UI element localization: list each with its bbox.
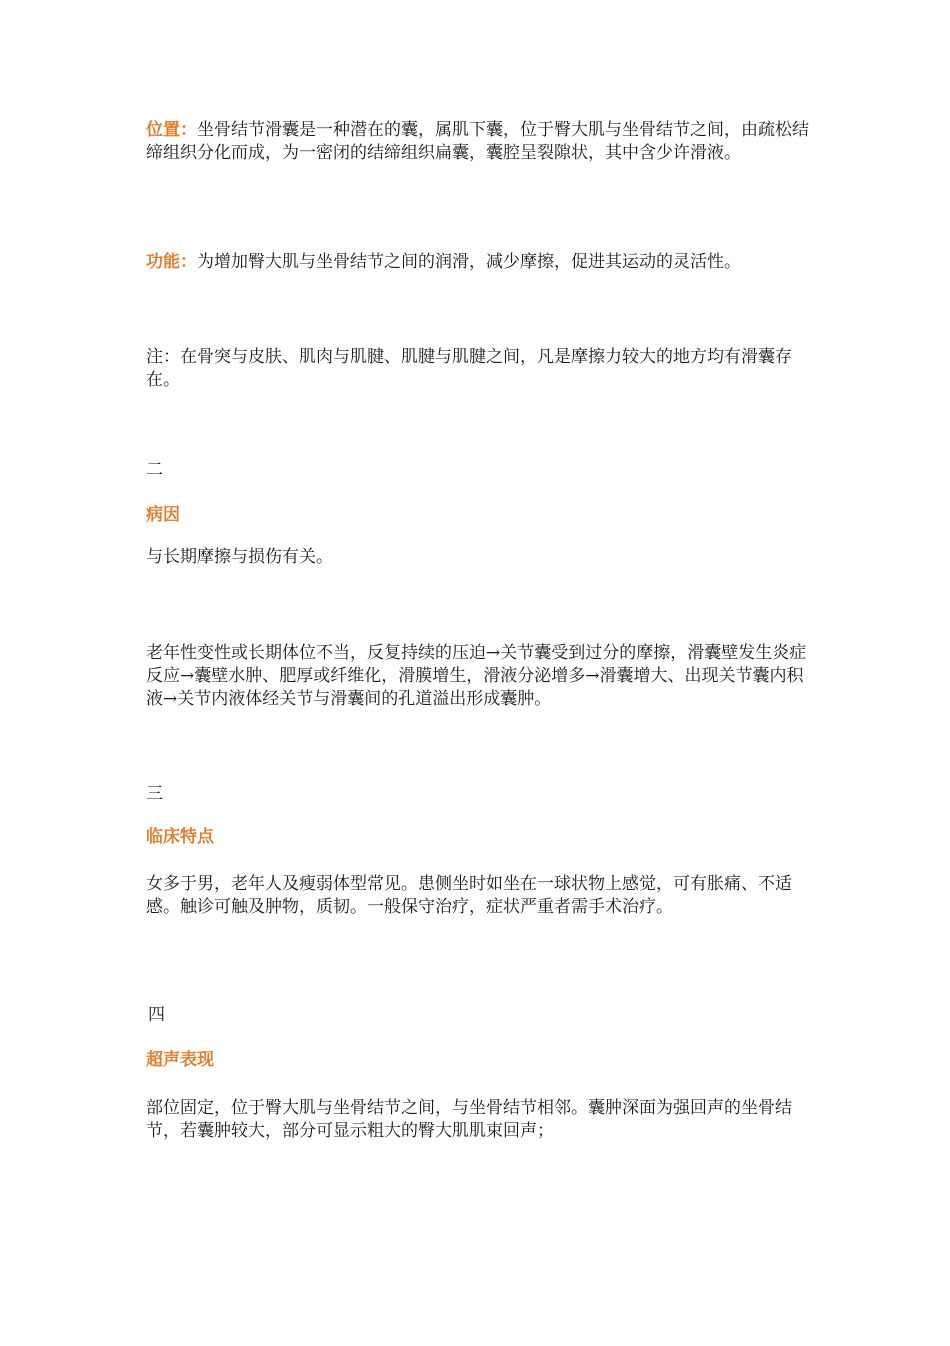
section-heading-ultrasound: 超声表现 bbox=[146, 1050, 214, 1070]
function-paragraph bbox=[146, 251, 810, 274]
section-heading-cause: 病因 bbox=[146, 505, 180, 525]
note-paragraph: 注：在骨突与皮肤、肌肉与肌腱、肌腱与肌腱之间，凡是摩擦力较大的地方均有滑囊存在。 bbox=[146, 347, 792, 390]
position-text: 坐骨结节滑囊是一种潜在的囊，属肌下囊，位于臀大肌与坐骨结节之间，由疏松结缔组织分化而成，为一密闭的结缔组织扁囊，囊腔呈裂隙状，其中含少许滑液。 bbox=[146, 120, 809, 163]
function-label: 功能： bbox=[146, 252, 197, 272]
ultrasound-paragraph: 部位固定，位于臀大肌与坐骨结节之间，与坐骨结节相邻。囊肿深面为强回声的坐骨结节，若囊肿较大，部分可显示粗大的臀大肌肌束回声； bbox=[146, 1098, 792, 1141]
section-number-2: 二 bbox=[146, 460, 163, 480]
function-text: 为增加臀大肌与坐骨结节之间的润滑，减少摩擦，促进其运动的灵活性。 bbox=[197, 252, 741, 272]
section-number-3: 三 bbox=[146, 784, 163, 804]
clinical-paragraph: 女多于男，老年人及瘦弱体型常见。患侧坐时如坐在一球状物上感觉，可有胀痛、不适感。触诊可触及肿物，质韧。一般保守治疗，症状严重者需手术治疗。 bbox=[146, 874, 792, 917]
section-number-4: 四 bbox=[148, 1005, 165, 1025]
position-label: 位置： bbox=[146, 120, 197, 140]
cause-paragraph-2: 老年性变性或长期体位不当，反复持续的压迫→关节囊受到过分的摩擦，滑囊壁发生炎症反应→囊壁水肿、肥厚或纤维化，滑膜增生，滑液分泌增多→滑囊增大、出现关节囊内积液→关节内液体经关节与滑囊间的孔道溢出形成囊肿。 bbox=[146, 643, 807, 709]
section-heading-clinical: 临床特点 bbox=[146, 827, 214, 847]
position-paragraph bbox=[146, 119, 810, 165]
cause-paragraph-1: 与长期摩擦与损伤有关。 bbox=[146, 547, 333, 567]
